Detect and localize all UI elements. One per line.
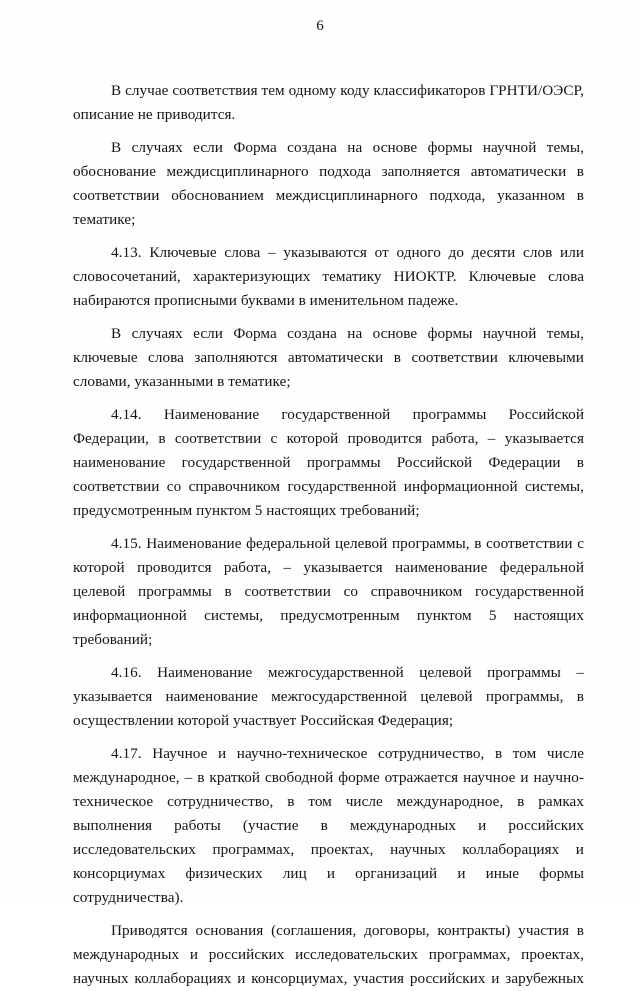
paragraph-4-17-cooperation: 4.17. Научное и научно-техническое сотрудничество, в том числе международное, – в краткой свободной форме отражается научное и научно-техническое сотрудничество, в том числе международное, в рамках выполнения работы (участие в международных и российских исследовательских программах, проектах, научных коллаборациях и консорциумах физических лиц и организаций и иные формы сотрудничества).	[73, 745, 584, 906]
paragraph-4-16-interstate-program: 4.16. Наименование межгосударственной целевой программы – указывается наименование межгосударственной целевой программы, в осуществлении которой участвует Российская Федерация;	[73, 664, 584, 729]
paragraph-keywords-auto: В случаях если Форма создана на основе формы научной темы, ключевые слова заполняются автоматически в соответствии ключевыми словами, указанными в тематике;	[73, 325, 584, 390]
paragraph-cooperation-grounds: Приводятся основания (соглашения, договоры, контракты) участия в международных и российских исследовательских программах, проектах, научных коллаборациях и консорциумах, участия российских и зарубежных	[73, 922, 584, 987]
document-body	[73, 79, 584, 991]
paragraph-4-15-federal-program: 4.15. Наименование федеральной целевой программы, в соответствии с которой проводится работа, – указывается наименование федеральной целевой программы в соответствии со справочником государственной информационной системы, предусмотренным пунктом 5 настоящих требований;	[73, 535, 584, 648]
paragraph-4-13-keywords: 4.13. Ключевые слова – указываются от одного до десяти слов или словосочетаний, характеризующих тематику НИОКТР. Ключевые слова набираются прописными буквами в именительном падеже.	[73, 244, 584, 309]
paragraph-interdisciplinary-approach: В случаях если Форма создана на основе формы научной темы, обоснование междисциплинарного подхода заполняется автоматически в соответствии обоснованием междисциплинарного подхода, указанном в тематике;	[73, 139, 584, 228]
page-number: 6	[316, 18, 324, 34]
paragraph-4-14-state-program: 4.14. Наименование государственной программы Российской Федерации, в соответствии с которой проводится работа, – указывается наименование государственной программы Российской Федерации в соответствии со справочником государственной информационной системы, предусмотренным пунктом 5 настоящих требований;	[73, 406, 584, 519]
paragraph-classifier-note: В случае соответствия тем одному коду классификаторов ГРНТИ/ОЭСР, описание не приводится.	[73, 82, 584, 123]
